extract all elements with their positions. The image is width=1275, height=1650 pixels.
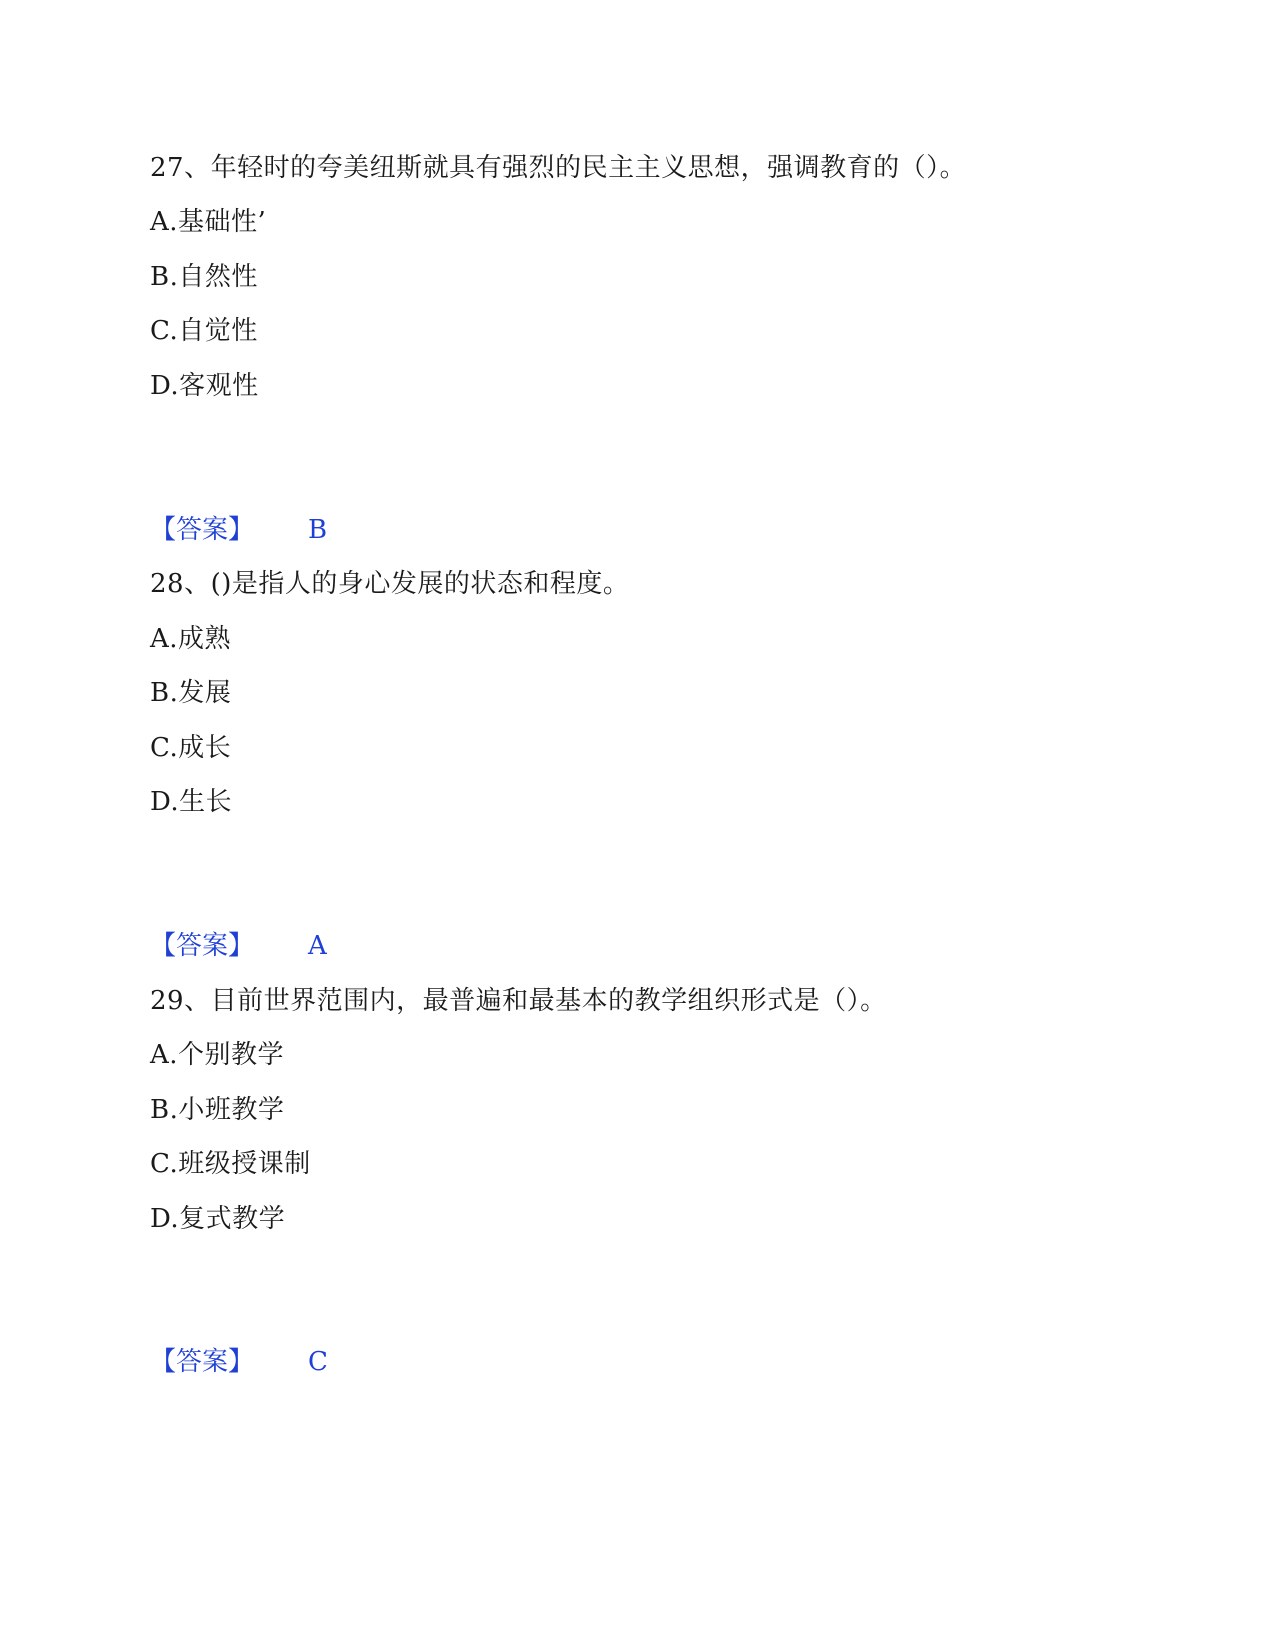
answer-label: 【答案】 bbox=[150, 515, 255, 545]
answer-row bbox=[150, 514, 327, 546]
option-b: B.自然性 bbox=[150, 262, 258, 292]
option-c: C.自觉性 bbox=[150, 316, 258, 346]
option-a: A.成熟 bbox=[150, 624, 232, 654]
option-d: D.客观性 bbox=[150, 371, 259, 401]
option-c: C.班级授课制 bbox=[150, 1149, 311, 1179]
question-stem: 29、目前世界范围内，最普遍和最基本的教学组织形式是（）。 bbox=[150, 986, 887, 1016]
option-d: D.复式教学 bbox=[150, 1204, 286, 1234]
option-a: A.基础性’ bbox=[150, 207, 267, 237]
answer-row bbox=[150, 930, 327, 962]
option-b: B.发展 bbox=[150, 678, 232, 708]
option-b: B.小班教学 bbox=[150, 1095, 285, 1125]
answer-value: C bbox=[308, 1347, 328, 1377]
answer-value: A bbox=[308, 931, 327, 961]
option-a: A.个别教学 bbox=[150, 1040, 285, 1070]
answer-value: B bbox=[308, 515, 328, 545]
question-stem: 27、年轻时的夸美纽斯就具有强烈的民主主义思想，强调教育的（）。 bbox=[150, 153, 967, 183]
option-d: D.生长 bbox=[150, 787, 233, 817]
question-stem: 28、()是指人的身心发展的状态和程度。 bbox=[150, 569, 630, 599]
answer-label: 【答案】 bbox=[150, 1347, 255, 1377]
answer-label: 【答案】 bbox=[150, 931, 255, 961]
option-c: C.成长 bbox=[150, 733, 232, 763]
answer-row bbox=[150, 1346, 328, 1378]
